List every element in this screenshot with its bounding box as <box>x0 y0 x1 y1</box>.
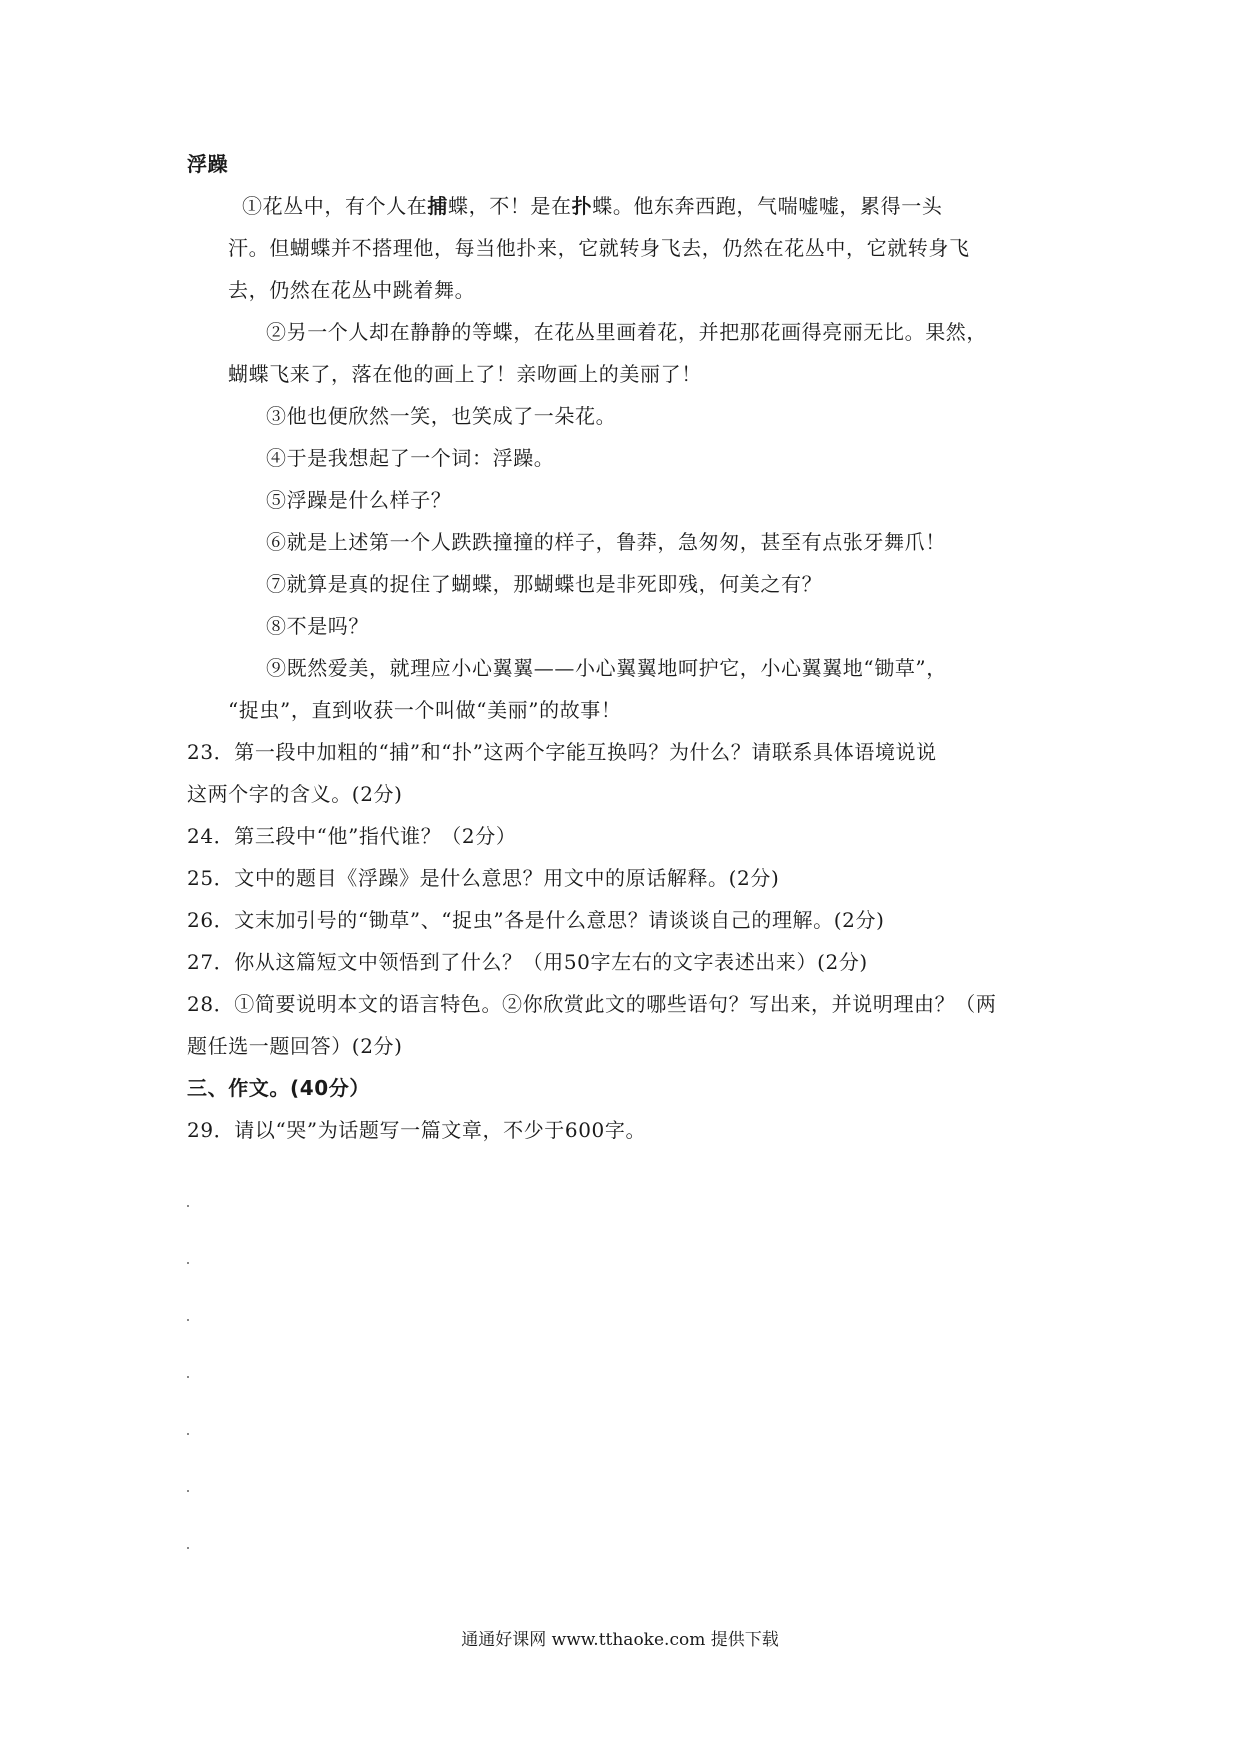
scan-mark <box>187 1319 189 1321</box>
paragraph-2-line-2: 蝴蝶飞来了，落在他的画上了！亲吻画上的美丽了！ <box>228 362 702 386</box>
paragraph-1-line-2: 汗。但蝴蝶并不搭理他，每当他扑来，它就转身飞去，仍然在花丛中，它就转身飞 <box>228 236 970 260</box>
p1-text-e: 蝶。他东奔西跑，气喘嘘嘘，累得一头 <box>592 194 943 218</box>
paragraph-5: ⑤浮躁是什么样子？ <box>266 488 452 512</box>
bold-word-pu-pounce: 扑 <box>571 194 593 218</box>
scan-mark <box>187 1205 189 1207</box>
passage-title: 浮躁 <box>187 152 229 176</box>
bold-word-bu-catch: 捕 <box>427 194 449 218</box>
paragraph-1-line-3: 去，仍然在花丛中跳着舞。 <box>228 278 476 302</box>
p1-text-a: ①花丛中，有个人在 <box>242 194 428 218</box>
p1-text-c: 蝶，不！是在 <box>448 194 572 218</box>
scan-mark <box>187 1262 189 1264</box>
scan-mark <box>187 1547 189 1549</box>
question-29: 29．请以“哭”为话题写一篇文章，不少于600字。 <box>187 1118 647 1142</box>
question-27: 27．你从这篇短文中领悟到了什么？（用50字左右的文字表述出来）(2分) <box>187 950 868 974</box>
question-25: 25．文中的题目《浮躁》是什么意思？用文中的原话解释。(2分) <box>187 866 780 890</box>
question-23-line-1: 23．第一段中加粗的“捕”和“扑”这两个字能互换吗？为什么？请联系具体语境说说 <box>187 740 937 764</box>
scan-mark <box>187 1376 189 1378</box>
question-26: 26．文末加引号的“锄草”、“捉虫”各是什么意思？请谈谈自己的理解。(2分) <box>187 908 885 932</box>
paragraph-9-line-2: “捉虫”，直到收获一个叫做“美丽”的故事！ <box>228 698 622 722</box>
question-28-line-1: 28．①简要说明本文的语言特色。②你欣赏此文的哪些语句？写出来，并说明理由？（两 <box>187 992 997 1016</box>
paragraph-4: ④于是我想起了一个词：浮躁。 <box>266 446 555 470</box>
scan-mark <box>187 1433 189 1435</box>
scan-mark <box>187 1490 189 1492</box>
paragraph-8: ⑧不是吗？ <box>266 614 369 638</box>
paragraph-2-line-1: ②另一个人却在静静的等蝶，在花丛里画着花，并把那花画得亮丽无比。果然， <box>266 320 987 344</box>
paragraph-6: ⑥就是上述第一个人跌跌撞撞的样子，鲁莽，急匆匆，甚至有点张牙舞爪！ <box>266 530 946 554</box>
paragraph-3: ③他也便欣然一笑，也笑成了一朵花。 <box>266 404 617 428</box>
section-3-heading: 三、作文。(40分） <box>187 1076 370 1100</box>
question-23-line-2: 这两个字的含义。(2分) <box>187 782 403 806</box>
question-28-line-2: 题任选一题回答）(2分) <box>187 1034 403 1058</box>
footer-source: 通通好课网 www.tthaoke.com 提供下载 <box>461 1630 779 1650</box>
paragraph-9-line-1: ⑨既然爱美，就理应小心翼翼——小心翼翼地呵护它，小心翼翼地“锄草”， <box>266 656 947 680</box>
question-24: 24．第三段中“他”指代谁？（2分） <box>187 824 517 848</box>
paragraph-7: ⑦就算是真的捉住了蝴蝶，那蝴蝶也是非死即残，何美之有？ <box>266 572 823 596</box>
paragraph-1-line-1 <box>242 192 942 220</box>
